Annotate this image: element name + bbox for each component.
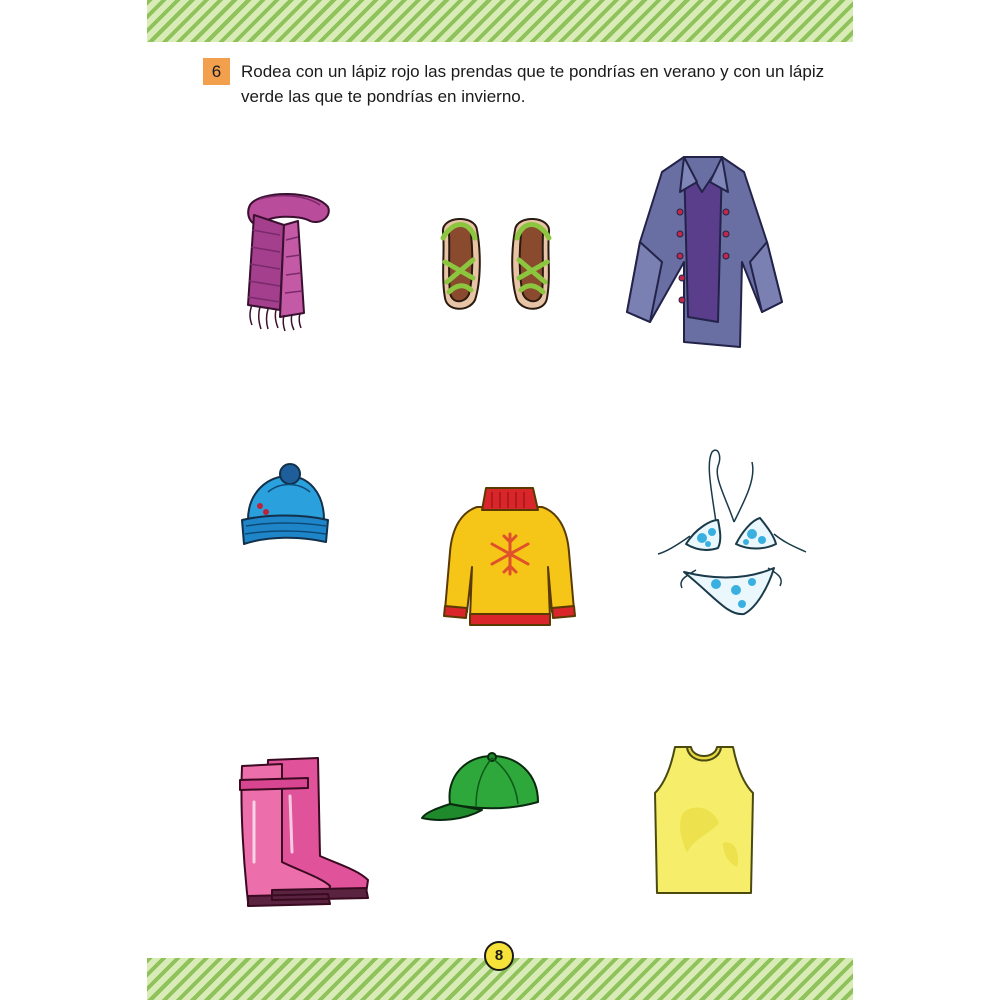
exercise-number-badge: 6 bbox=[203, 58, 230, 85]
page-number-badge: 8 bbox=[484, 941, 514, 971]
rain-boots-illustration bbox=[238, 752, 372, 906]
scarf-illustration bbox=[240, 185, 335, 340]
coat-illustration bbox=[622, 152, 784, 362]
tank-top-illustration bbox=[653, 743, 755, 895]
bikini-illustration bbox=[656, 448, 808, 620]
sandals-illustration bbox=[435, 212, 557, 314]
cap-illustration bbox=[420, 752, 542, 828]
instruction-line-1: Rodea con un lápiz rojo las prendas que te pondrías en verano y con un lápiz bbox=[241, 62, 825, 81]
instruction-line-2: verde las que te pondrías en invierno. bbox=[241, 87, 526, 106]
instruction-text bbox=[241, 59, 841, 109]
top-stripe-band bbox=[147, 0, 853, 42]
sweater-illustration bbox=[442, 482, 577, 628]
wool-hat-illustration bbox=[238, 462, 330, 548]
